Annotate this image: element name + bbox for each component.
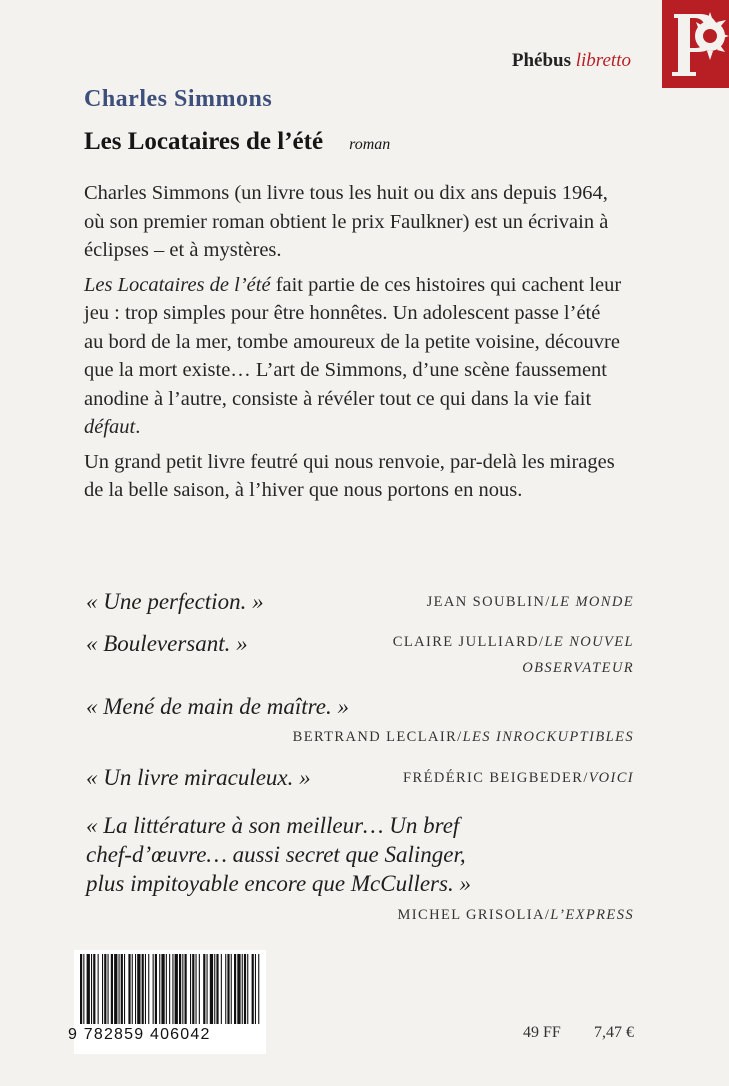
- price-francs: 49 FF: [523, 1024, 561, 1041]
- review-source: [427, 594, 634, 611]
- series-name: libretto: [575, 50, 631, 71]
- publisher-imprint: [512, 50, 631, 72]
- sunburst-p-logo-icon: [662, 0, 729, 88]
- publication-name: OBSERVATEUR: [522, 660, 634, 676]
- critic-name: FRÉDÉRIC BEIGBEDER/: [403, 770, 589, 786]
- blurb-emphasis: défaut: [84, 416, 136, 438]
- genre-label: roman: [349, 136, 391, 153]
- review-source: [293, 729, 634, 746]
- review-quote-line: plus impitoyable encore que McCullers. »: [86, 871, 471, 896]
- blurb-p2-end: .: [135, 416, 141, 438]
- review-source: [397, 907, 634, 924]
- review-quote-line: chef-d’œuvre… aussi secret que Salinger,: [86, 842, 466, 867]
- review-quote: « Mené de main de maître. »: [86, 694, 349, 719]
- publication-name: VOICI: [588, 770, 634, 786]
- review-source: [393, 634, 634, 651]
- author-name: Charles Simmons: [84, 86, 273, 112]
- blurb-p2-text: fait partie de ces histoires qui cachent leur jeu : trop simples pour être honnêtes. Un adolescent passe l’été au bord de la mer, tombe amoureux de la petite voisine, découvre que la mort existe… L’art de Simmons, d’une scène faussement anodine à l’autre, consiste à révéler tout ce qui dans la vie fait: [84, 273, 622, 410]
- publication-name: LE NOUVEL: [544, 634, 634, 650]
- review-source: [403, 770, 634, 787]
- review-quote: « Un livre miraculeux. »: [86, 765, 311, 790]
- isbn-number: 9 782859 406042: [68, 1026, 211, 1043]
- review-quote: « Bouleversant. »: [86, 631, 248, 656]
- publication-name: LE MONDE: [550, 594, 634, 610]
- review-quote-line: « La littérature à son meilleur… Un bref: [86, 813, 460, 838]
- publication-name: LES INROCKUPTIBLES: [462, 729, 634, 745]
- critic-name: MICHEL GRISOLIA/: [397, 907, 551, 923]
- barcode-bars-icon: [74, 950, 266, 1028]
- critic-name: CLAIRE JULLIARD/: [392, 634, 545, 650]
- critic-name: JEAN SOUBLIN/: [426, 594, 551, 610]
- blurb-paragraph-1: Charles Simmons (un livre tous les huit ou dix ans depuis 1964, où son premier roman obtient le prix Faulkner) est un écrivain à éclipses – et à mystères.: [84, 182, 609, 261]
- blurb-paragraph-2: [84, 271, 624, 442]
- book-title: Les Locataires de l’été: [84, 128, 324, 155]
- blurb-text: [84, 179, 624, 511]
- book-title-line: [84, 128, 390, 156]
- blurb-paragraph-3: Un grand petit livre feutré qui nous renvoie, par-delà les mirages de la belle saison, à l’hiver que nous portons en nous.: [84, 450, 615, 501]
- price-euros: 7,47 €: [594, 1024, 634, 1041]
- publisher-name: Phébus: [511, 50, 571, 71]
- blurb-title-italic: Les Locataires de l’été: [84, 273, 271, 296]
- review-source-continued: [522, 660, 634, 677]
- review-quote: « Une perfection. »: [86, 589, 264, 614]
- publisher-logo: [662, 0, 729, 88]
- publication-name: L’EXPRESS: [550, 907, 634, 923]
- critic-name: BERTRAND LECLAIR/: [292, 729, 463, 745]
